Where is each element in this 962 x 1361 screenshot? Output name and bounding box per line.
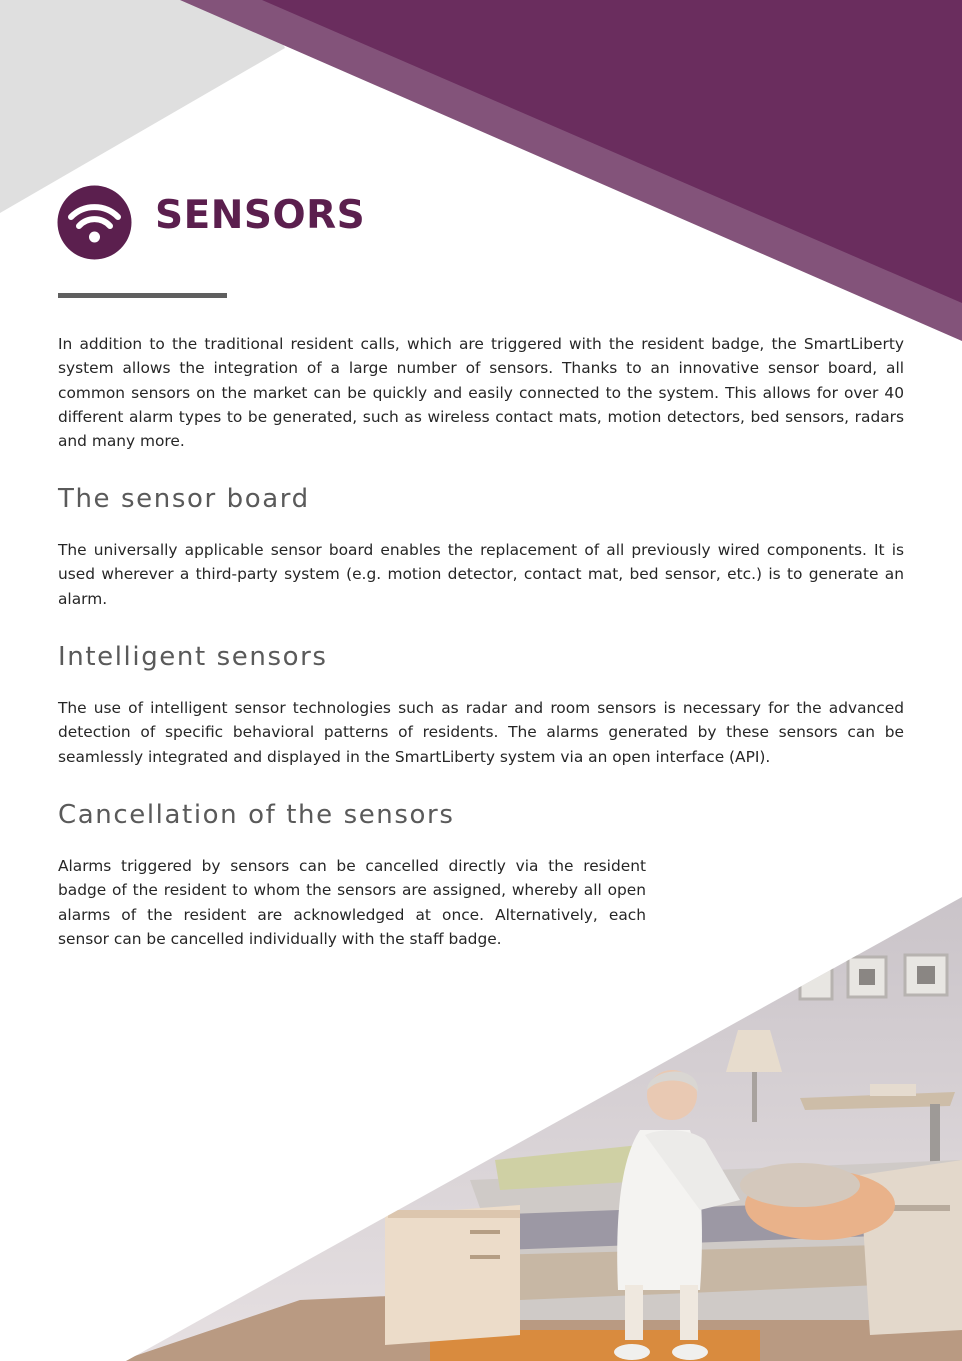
title-underline xyxy=(58,293,227,298)
page-title: SENSORS xyxy=(155,193,366,238)
heading-sensor-board: The sensor board xyxy=(58,484,310,514)
paragraph-intelligent-sensors: The use of intelligent sensor technologies such as radar and room sensors is necessary for the advanced detection of specific behavioral patterns of residents. The alarms generated by these sensors can be seamlessly integrated and displayed in the SmartLiberty system via an open interface (API). xyxy=(58,699,904,766)
heading-cancellation: Cancellation of the sensors xyxy=(58,800,455,830)
wifi-icon xyxy=(57,185,132,260)
heading-intelligent-sensors: Intelligent sensors xyxy=(58,642,328,672)
paragraph-cancellation: Alarms triggered by sensors can be cancelled directly via the resident badge of the resident to whom the sensors are assigned, whereby all open alarms of the resident are acknowledged at once. Alternatively, each sensor can be cancelled individually with the staff badge. xyxy=(58,857,646,948)
intro-paragraph: In addition to the traditional resident calls, which are triggered with the resident badge, the SmartLiberty system allows the integration of a large number of sensors. Thanks to an innovative sensor board, all common sensors on the market can be quickly and easily connected to the system. This allows for over 40 different alarm types to be generated, such as wireless contact mats, motion detectors, bed sensors, radars and many more. xyxy=(58,335,904,451)
paragraph-sensor-board: The universally applicable sensor board enables the replacement of all previously wired components. It is used wherever a third-party system (e.g. motion detector, contact mat, bed sensor, etc.) is to generate an alarm. xyxy=(58,541,904,608)
